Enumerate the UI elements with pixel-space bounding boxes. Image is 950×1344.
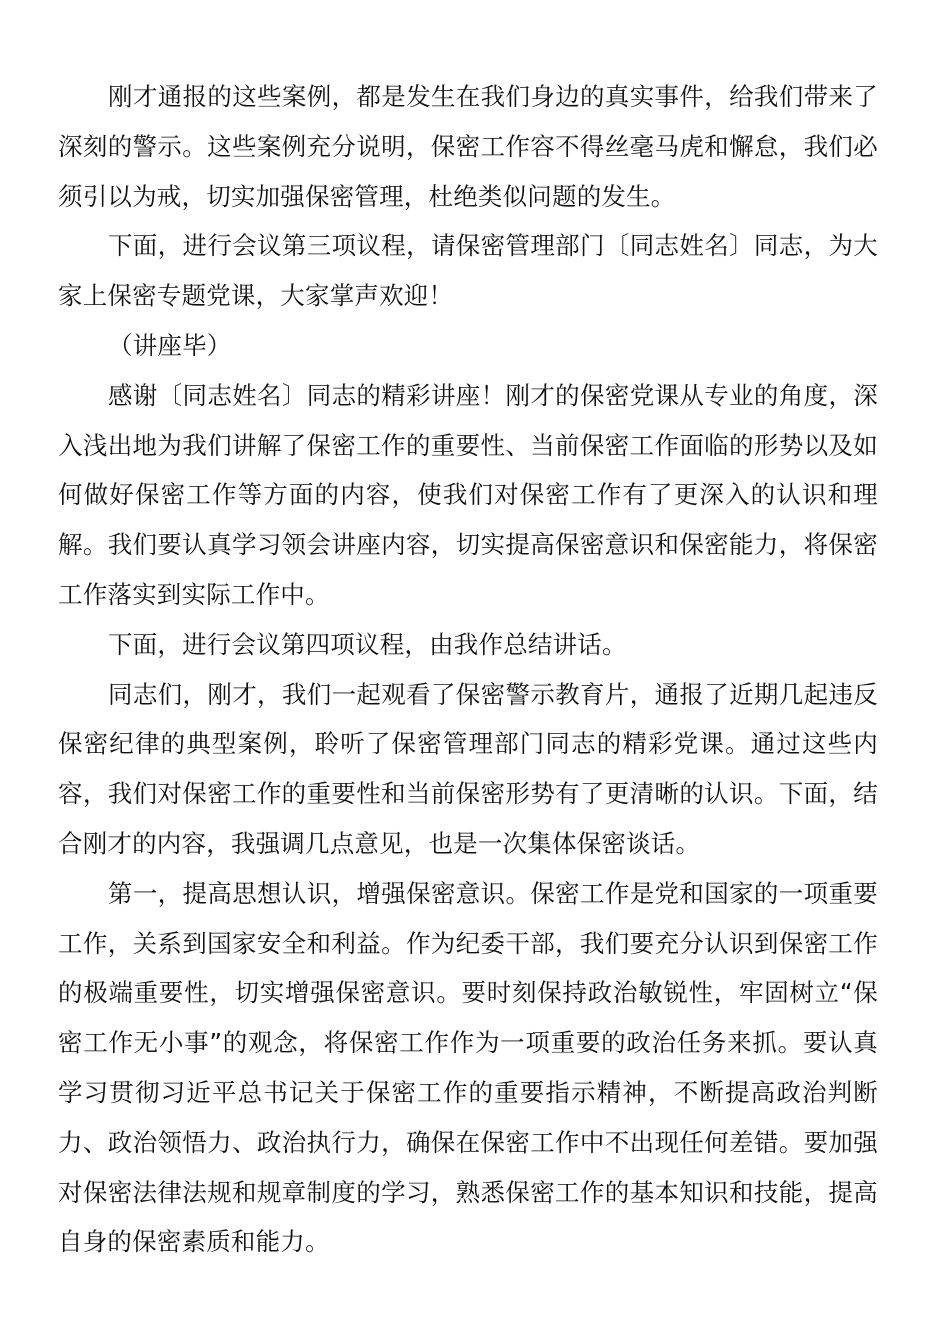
paragraph-agenda-item-3: 下面，进行会议第三项议程，请保密管理部门〔同志姓名〕同志，为大家上保密专题党课，大家掌声欢迎！ — [58, 231, 878, 311]
paragraph-point-one: 第一，提高思想认识，增强保密意识。保密工作是党和国家的一项重要工作，关系到国家安全和利益。作为纪委干部，我们要充分认识到保密工作的极端重要性，切实增强保密意识。要时刻保持政治敏锐性，牢固树立“保密工作无小事”的观念，将保密工作作为一项重要的政治任务来抓。要认真学习贯彻习近平总书记关于保密工作的重要指示精神，不断提高政治判断力、政治领悟力、政治执行力，确保在保密工作中不出现任何差错。要加强对保密法律法规和规章制度的学习，熟悉保密工作的基本知识和技能，提高自身的保密素质和能力。 — [58, 878, 878, 1257]
paragraph-lecture-end: （讲座毕） — [108, 330, 232, 360]
paragraph-case-warning: 刚才通报的这些案例，都是发生在我们身边的真实事件，给我们带来了深刻的警示。这些案例充分说明，保密工作容不得丝毫马虎和懈怠，我们必须引以为戒，切实加强保密管理，杜绝类似问题的发生。 — [58, 82, 878, 211]
paragraph-agenda-item-4: 下面，进行会议第四项议程，由我作总结讲话。 — [108, 629, 627, 659]
paragraph-summary-intro: 同志们，刚才，我们一起观看了保密警示教育片，通报了近期几起违反保密纪律的典型案例，聆听了保密管理部门同志的精彩党课。通过这些内容，我们对保密工作的重要性和当前保密形势有了更清晰的认识。下面，结合刚才的内容，我强调几点意见，也是一次集体保密谈话。 — [58, 679, 878, 858]
paragraph-thanks: 感谢〔同志姓名〕同志的精彩讲座！刚才的保密党课从专业的角度，深入浅出地为我们讲解了保密工作的重要性、当前保密工作面临的形势以及如何做好保密工作等方面的内容，使我们对保密工作有了更深入的认识和理解。我们要认真学习领会讲座内容，切实提高保密意识和保密能力，将保密工作落实到实际工作中。 — [58, 380, 878, 609]
